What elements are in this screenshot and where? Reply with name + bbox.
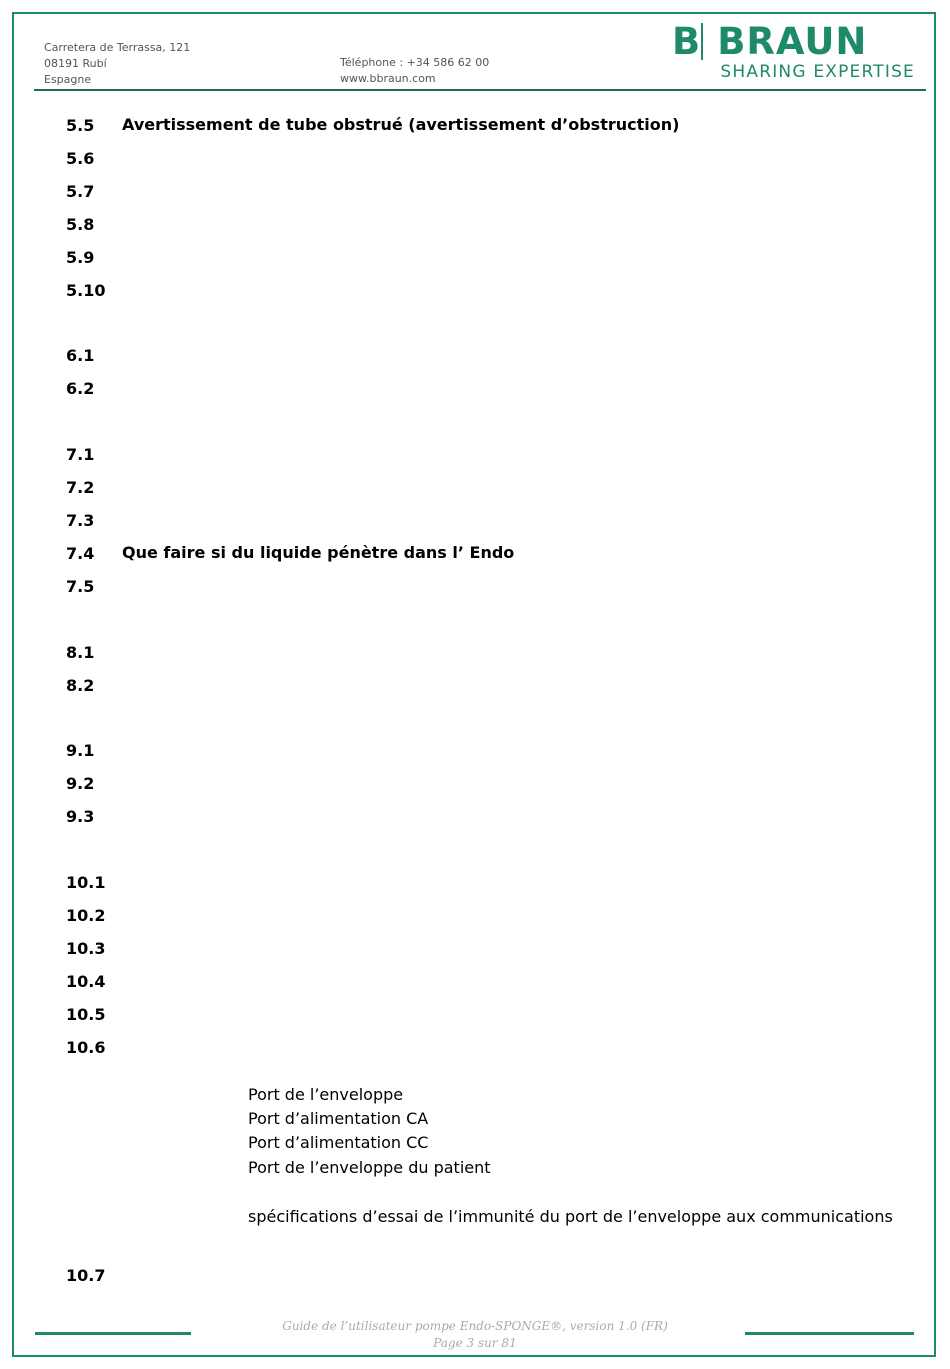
toc-number-7-3: 7.3 <box>66 511 95 530</box>
toc-number-8-2: 8.2 <box>66 676 95 695</box>
company-contact <box>340 55 489 87</box>
toc-number-5-5: 5.5 <box>66 116 95 135</box>
address-street: Carretera de Terrassa, 121 <box>44 41 191 54</box>
toc-number-9-2: 9.2 <box>66 774 95 793</box>
header-rule <box>34 89 926 91</box>
toc-title-5-5: Avertissement de tube obstrué (avertissement d’obstruction) <box>122 115 680 134</box>
toc-number-9-3: 9.3 <box>66 807 95 826</box>
logo-tagline: SHARING EXPERTISE <box>720 62 915 82</box>
toc-number-9-1: 9.1 <box>66 741 95 760</box>
address-city: 08191 Rubí <box>44 57 107 70</box>
toc-number-5-6: 5.6 <box>66 149 95 168</box>
address-country: Espagne <box>44 73 92 86</box>
toc-number-7-1: 7.1 <box>66 445 95 464</box>
toc-subitem-ac-power-port: Port d’alimentation CA <box>248 1109 429 1128</box>
toc-number-10-5: 10.5 <box>66 1005 106 1024</box>
page-border <box>12 12 936 1357</box>
toc-subitem-immunity-specs: spécifications d’essai de l’immunité du port de l’enveloppe aux communications <box>248 1207 893 1226</box>
toc-number-7-4: 7.4 <box>66 544 95 563</box>
toc-subitem-enclosure-port: Port de l’enveloppe <box>248 1085 404 1104</box>
footer-page-number: Page 3 sur 81 <box>433 1336 517 1350</box>
toc-number-10-2: 10.2 <box>66 906 106 925</box>
logo-divider <box>701 23 703 60</box>
company-address <box>44 40 190 88</box>
website-url: www.bbraun.com <box>340 72 436 85</box>
toc-number-7-2: 7.2 <box>66 478 95 497</box>
toc-number-6-2: 6.2 <box>66 379 95 398</box>
toc-number-10-6: 10.6 <box>66 1038 106 1057</box>
toc-number-10-4: 10.4 <box>66 972 106 991</box>
toc-subitem-dc-power-port: Port d’alimentation CC <box>248 1133 429 1152</box>
toc-number-5-10: 5.10 <box>66 281 106 300</box>
toc-title-7-4: Que faire si du liquide pénètre dans l’ Endo <box>122 543 515 562</box>
toc-number-6-1: 6.1 <box>66 346 95 365</box>
logo-b: B <box>672 20 702 63</box>
logo-braun: BRAUN <box>717 20 868 63</box>
toc-number-10-3: 10.3 <box>66 939 106 958</box>
bbraun-logo <box>672 20 917 86</box>
toc-number-5-9: 5.9 <box>66 248 95 267</box>
footer-guide-title: Guide de l’utilisateur pompe Endo-SPONGE®, version 1.0 (FR) <box>282 1319 668 1333</box>
toc-subitem-patient-port: Port de l’enveloppe du patient <box>248 1158 491 1177</box>
toc-number-5-7: 5.7 <box>66 182 95 201</box>
toc-number-10-1: 10.1 <box>66 873 106 892</box>
phone-number: Téléphone : +34 586 62 00 <box>340 56 490 69</box>
toc-number-8-1: 8.1 <box>66 643 95 662</box>
toc-number-5-8: 5.8 <box>66 215 95 234</box>
toc-number-7-5: 7.5 <box>66 577 95 596</box>
toc-number-10-7: 10.7 <box>66 1266 106 1285</box>
